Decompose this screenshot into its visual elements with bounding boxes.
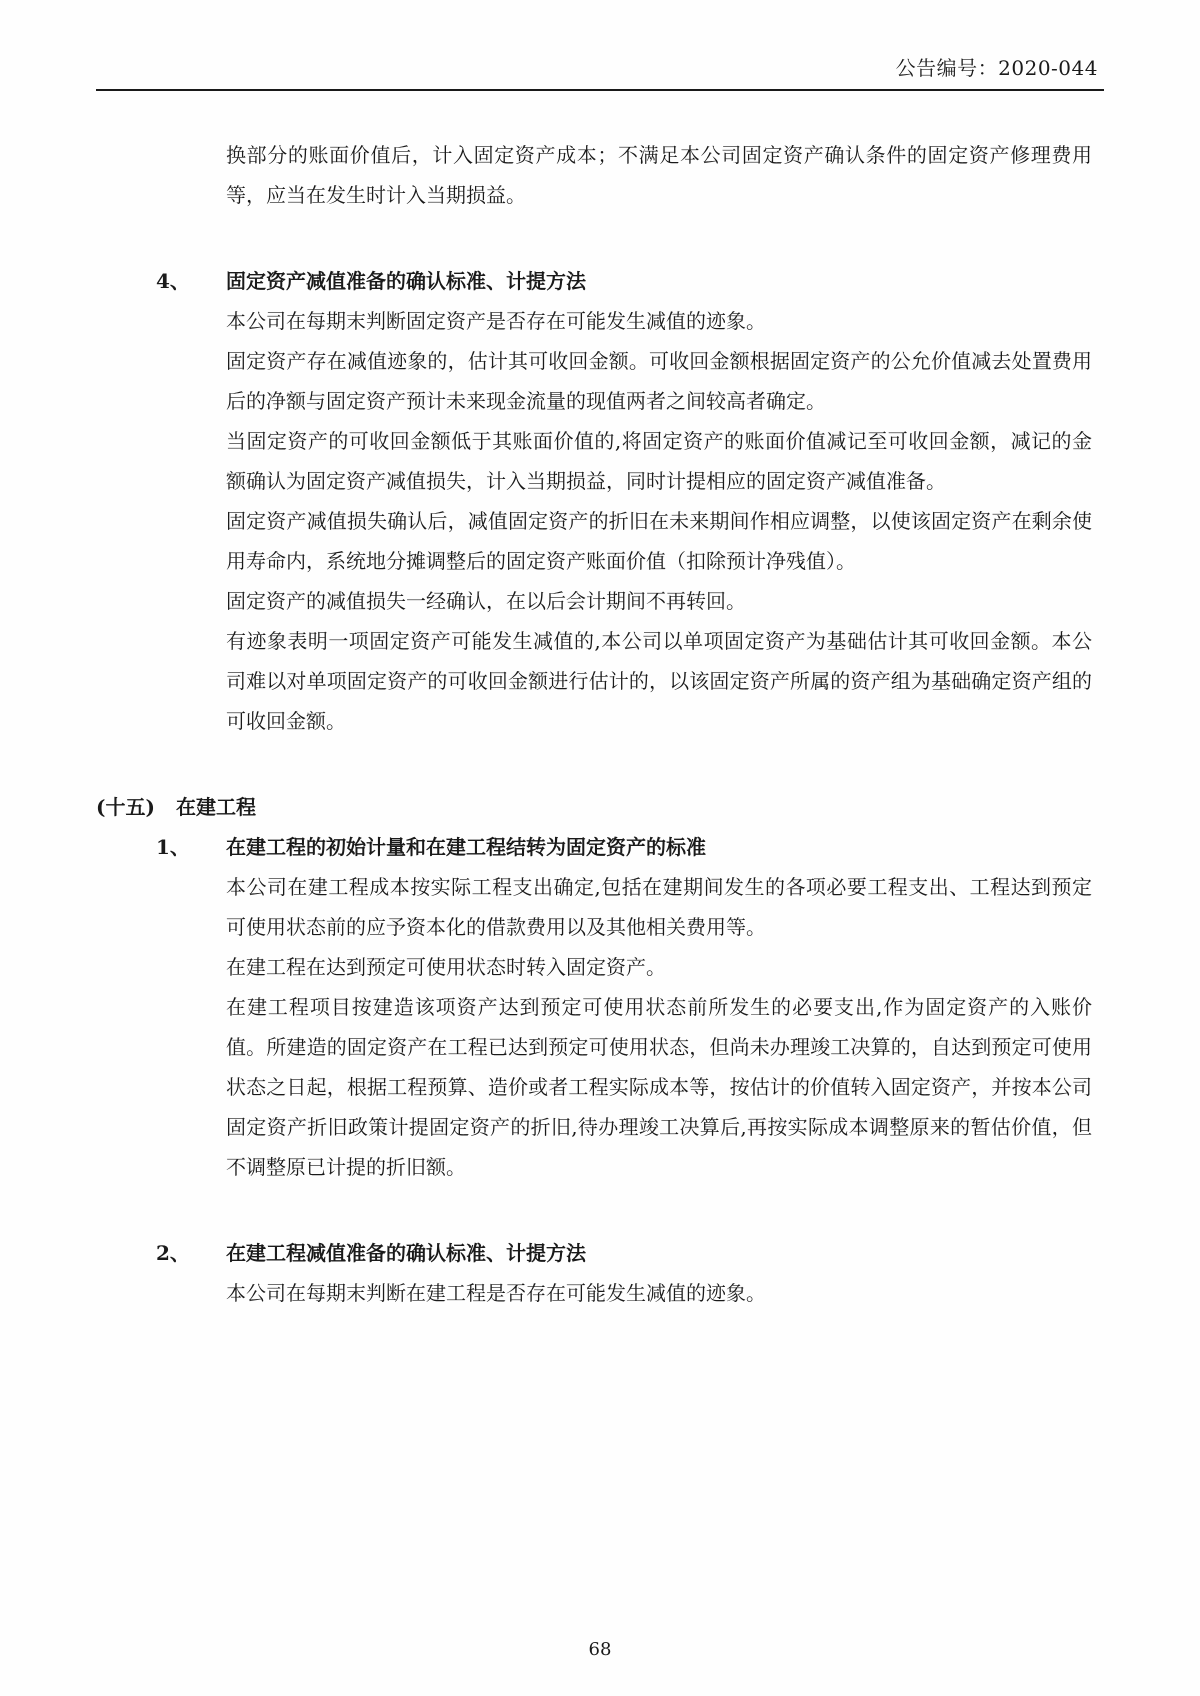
section-4-paragraph-4: 固定资产减值损失确认后，减值固定资产的折旧在未来期间作相应调整，以使该固定资产在剩余使用寿命内，系统地分摊调整后的固定资产账面价值（扣除预计净残值）。 [226,509,1092,573]
section-4-paragraph-3: 当固定资产的可收回金额低于其账面价值的,将固定资产的账面价值减记至可收回金额，减记的金额确认为固定资产减值损失，计入当期损益，同时计提相应的固定资产减值准备。 [226,429,1092,493]
section-4-paragraph-6: 有迹象表明一项固定资产可能发生减值的,本公司以单项固定资产为基础估计其可收回金额。本公司难以对单项固定资产的可收回金额进行估计的，以该固定资产所属的资产组为基础确定资产组的可收回金额。 [226,629,1092,733]
section-15-item-1-paragraph-1: 本公司在建工程成本按实际工程支出确定,包括在建期间发生的各项必要工程支出、工程达到预定可使用状态前的应予资本化的借款费用以及其他相关费用等。 [226,875,1092,939]
section-15-item-1-paragraph-2: 在建工程在达到预定可使用状态时转入固定资产。 [226,955,666,979]
section-15-item-1-title: 在建工程的初始计量和在建工程结转为固定资产的标准 [226,835,706,859]
section-15-item-1-heading [156,827,1104,867]
section-4-number: 4、 [156,269,190,293]
page-number: 68 [588,1639,612,1660]
section-4-heading [156,261,1104,301]
section-15-item-2-number: 2、 [156,1241,190,1265]
section-15-number: (十五) [96,795,155,819]
section-15-item-2-title: 在建工程减值准备的确认标准、计提方法 [226,1241,586,1265]
section-4-paragraph-1: 本公司在每期末判断固定资产是否存在可能发生减值的迹象。 [226,309,766,333]
header-divider [96,89,1104,91]
section-15-heading [96,787,1104,827]
section-4-paragraph-2: 固定资产存在减值迹象的，估计其可收回金额。可收回金额根据固定资产的公允价值减去处置费用后的净额与固定资产预计未来现金流量的现值两者之间较高者确定。 [226,349,1092,413]
spacer [96,1187,1104,1233]
section-4-title: 固定资产减值准备的确认标准、计提方法 [226,269,586,293]
section-15-item-1-paragraph-3: 在建工程项目按建造该项资产达到预定可使用状态前所发生的必要支出,作为固定资产的入账价值。所建造的固定资产在工程已达到预定可使用状态，但尚未办理竣工决算的，自达到预定可使用状态之日起，根据工程预算、造价或者工程实际成本等，按估计的价值转入固定资产，并按本公司固定资产折旧政策计提固定资产的折旧,待办理竣工决算后,再按实际成本调整原来的暂估价值，但不调整原已计提的折旧额。 [226,995,1092,1179]
section-4-paragraph-5: 固定资产的减值损失一经确认，在以后会计期间不再转回。 [226,589,746,613]
spacer [96,741,1104,787]
section-15-item-1-number: 1、 [156,835,190,859]
section-15-item-2-heading [156,1233,1104,1273]
intro-paragraph: 换部分的账面价值后，计入固定资产成本；不满足本公司固定资产确认条件的固定资产修理费用等，应当在发生时计入当期损益。 [226,143,1092,207]
page-header [96,52,1104,89]
spacer [96,215,1104,261]
section-15-title: 在建工程 [176,795,256,819]
notice-number: 公告编号：2020-044 [895,56,1098,80]
section-15-item-2-paragraph-1: 本公司在每期末判断在建工程是否存在可能发生减值的迹象。 [226,1281,766,1305]
